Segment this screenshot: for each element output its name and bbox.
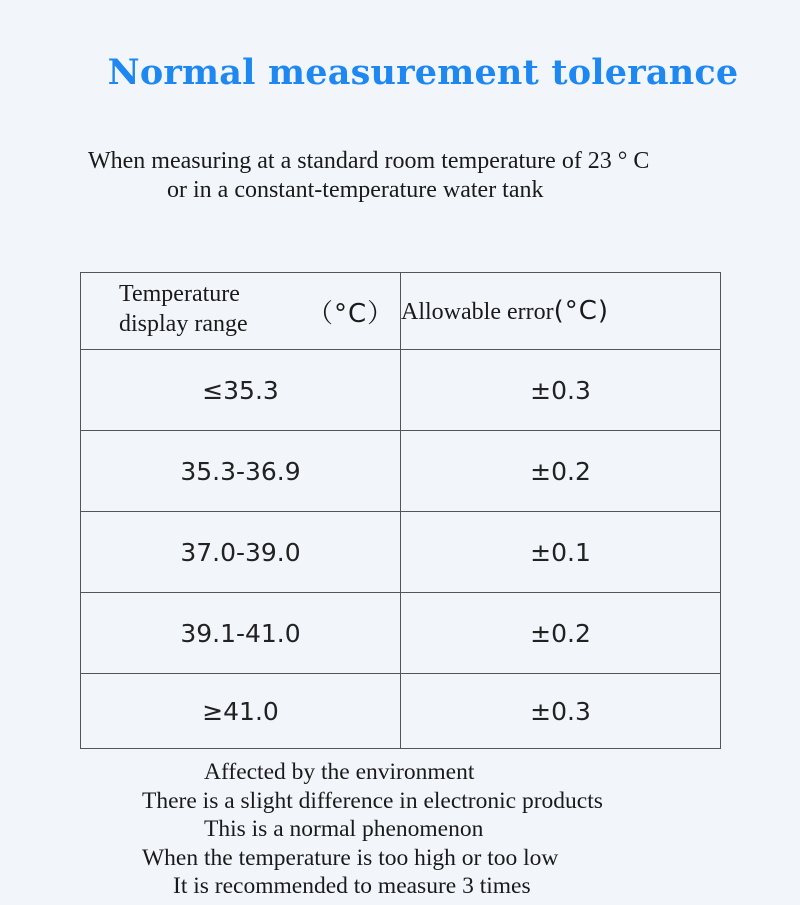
allowable-error-cell: ±0.2 [401,593,721,674]
conditions-line-2: or in a constant-temperature water tank [167,177,544,203]
footer-note-3: This is a normal phenomenon [204,816,484,842]
allowable-error-cell: ±0.1 [401,512,721,593]
header-temperature-range-label [119,279,248,339]
allowable-error-cell: ±0.2 [401,431,721,512]
tolerance-table [80,272,721,749]
temperature-range-cell: 39.1-41.0 [81,593,401,674]
table-row [81,431,721,512]
table-row [81,512,721,593]
footer-note-4: When the temperature is too high or too low [142,844,559,871]
temperature-range-cell: ≥41.0 [81,674,401,749]
footer-note-1: Affected by the environment [204,759,475,785]
conditions-line-1: When measuring at a standard room temperature of 23 ° C [88,148,650,174]
allowable-error-cell: ±0.3 [401,674,721,749]
page-title: Normal measurement tolerance [107,52,739,93]
header-temperature-range [81,273,401,350]
table-row [81,674,721,749]
temperature-range-cell: ≤35.3 [81,350,401,431]
temperature-range-cell: 35.3-36.9 [81,431,401,512]
allowable-error-cell: ±0.3 [401,350,721,431]
footer-note-2: There is a slight difference in electronic products [142,787,603,814]
temperature-range-cell: 37.0-39.0 [81,512,401,593]
header-allowable-error-label: Allowable error [401,299,554,325]
footer-note-5: It is recommended to measure 3 times [173,873,531,899]
header-allowable-error-unit: (°C) [553,296,610,326]
table-row [81,593,721,674]
table-row [81,350,721,431]
header-temperature-unit: （°C） [307,299,395,329]
header-temperature-line-1: Temperature [119,281,240,307]
header-allowable-error [401,273,721,350]
header-temperature-line-2: display range [119,311,248,337]
table-header-row [81,273,721,350]
